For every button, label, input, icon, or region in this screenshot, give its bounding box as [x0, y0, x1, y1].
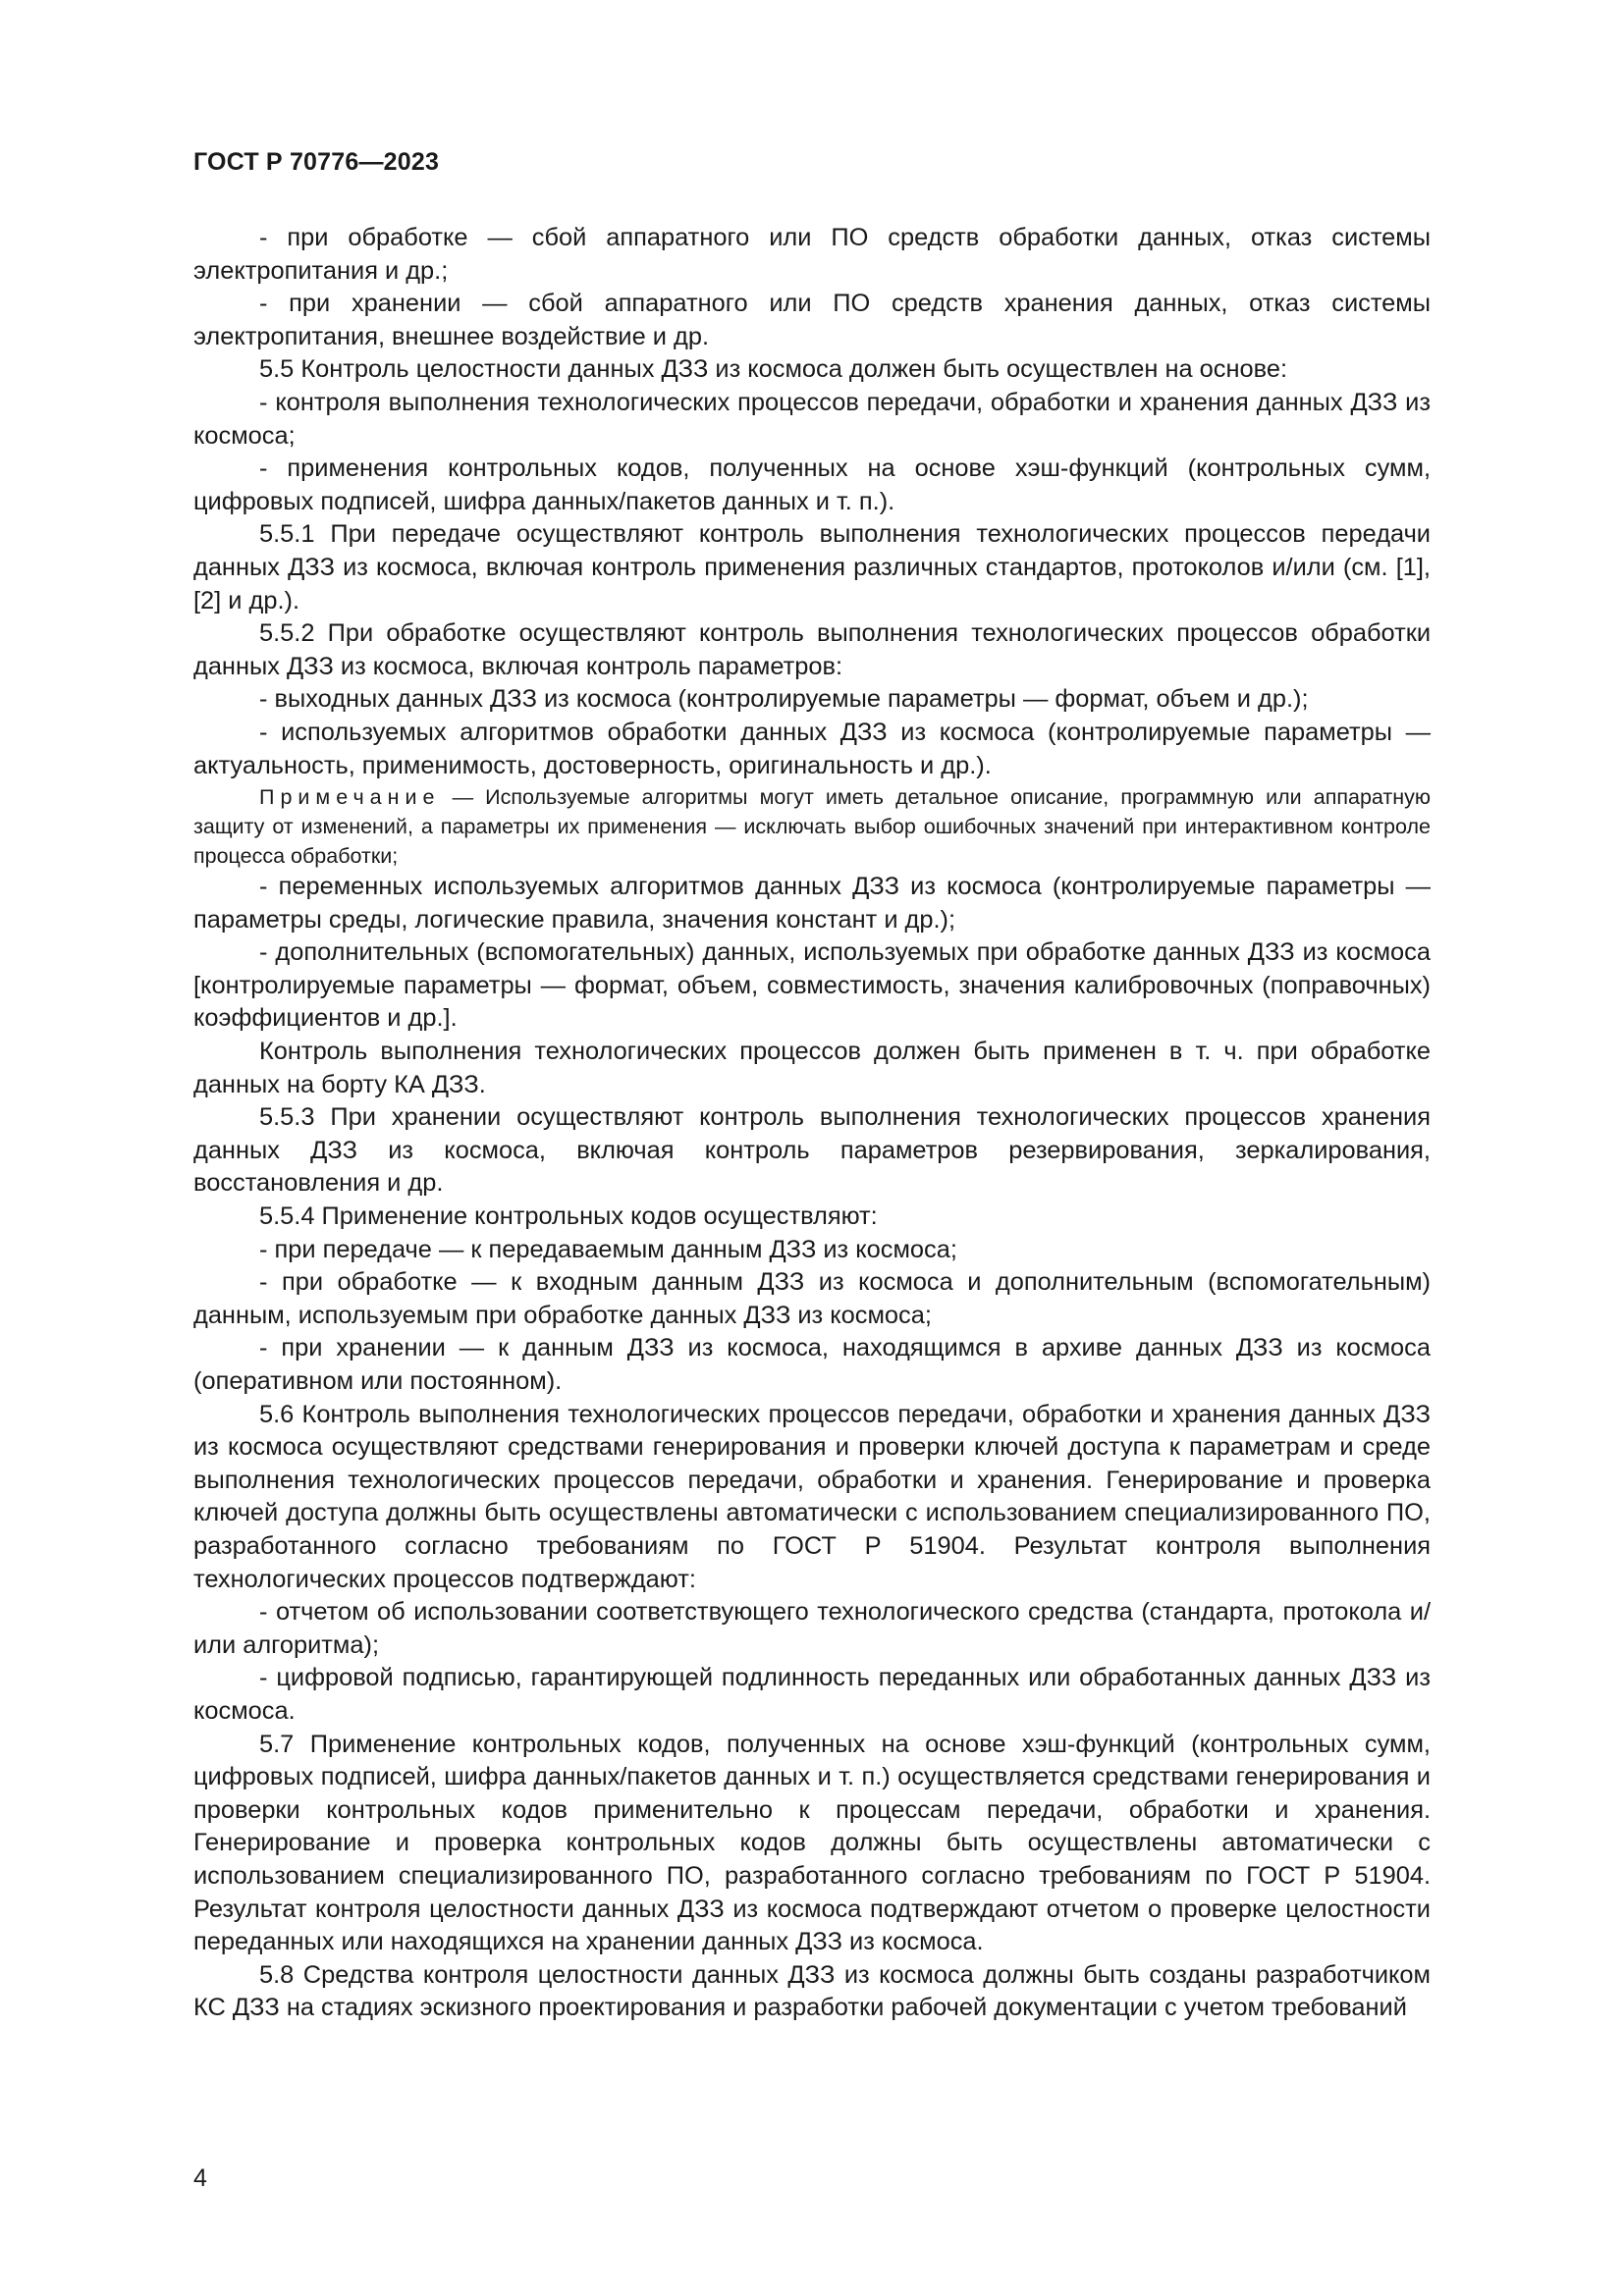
- paragraph: - отчетом об использовании соответствующего технологического средства (стандарта, протокола и/или алгоритма);: [193, 1598, 1431, 1659]
- paragraph: 5.5.4 Применение контрольных кодов осуществляют:: [259, 1202, 878, 1231]
- paragraph: 5.6 Контроль выполнения технологических процессов передачи, обработки и хранения данных ДЗЗ из космоса осуществляют средствами генерирования и проверки ключей доступа к параметрам и среде выполнения технологических процессов передачи, обработки и хранения. Генерирование и проверка ключей доступа должны быть осуществлены автоматически с использованием специализированного ПО, разработанного согласно требованиям по ГОСТ Р 51904. Результат контроля выполнения технологических процессов подтверждают:: [193, 1400, 1431, 1593]
- paragraph: 5.5 Контроль целостности данных ДЗЗ из космоса должен быть осуществлен на основе:: [259, 355, 1288, 384]
- page-number: 4: [193, 2164, 207, 2192]
- document-body: [193, 222, 1431, 2025]
- paragraph: - применения контрольных кодов, полученных на основе хэш-функций (контрольных сумм, цифровых подписей, шифра данных/пакетов данных и т. п.).: [193, 454, 1431, 515]
- paragraph: - контроля выполнения технологических процессов передачи, обработки и хранения данных ДЗЗ из космоса;: [193, 388, 1431, 450]
- paragraph: - при обработке — к входным данным ДЗЗ из космоса и дополнительным (вспомогательным) данным, используемым при обработке данных ДЗЗ из космоса;: [193, 1268, 1431, 1329]
- paragraph: 5.8 Средства контроля целостности данных ДЗЗ из космоса должны быть созданы разработчиком КС ДЗЗ на стадиях эскизного проектирования и разработки рабочей документации с учетом требований: [193, 1960, 1431, 2022]
- paragraph: - при передаче — к передаваемым данным ДЗЗ из космоса;: [259, 1235, 957, 1263]
- paragraph: - при хранении — к данным ДЗЗ из космоса, находящимся в архиве данных ДЗЗ из космоса (оперативном или постоянном).: [193, 1334, 1431, 1395]
- note: [193, 782, 1431, 871]
- paragraph: - дополнительных (вспомогательных) данных, используемых при обработке данных ДЗЗ из космоса [контролируемые параметры — формат, объем, совместимость, значения калибровочных (поправочных) коэффициентов и др.].: [193, 938, 1431, 1033]
- paragraph: Контроль выполнения технологических процессов должен быть применен в т. ч. при обработке данных на борту КА ДЗЗ.: [193, 1038, 1431, 1098]
- paragraph: 5.5.3 При хранении осуществляют контроль выполнения технологических процессов хранения данных ДЗЗ из космоса, включая контроль параметров резервирования, зеркалирования, восстановления и др.: [193, 1103, 1431, 1198]
- paragraph: - выходных данных ДЗЗ из космоса (контролируемые параметры — формат, объем и др.);: [259, 685, 1309, 714]
- document-header: ГОСТ Р 70776—2023: [193, 148, 440, 176]
- paragraph: - переменных используемых алгоритмов данных ДЗЗ из космоса (контролируемые параметры — параметры среды, логические правила, значения констант и др.);: [193, 873, 1431, 934]
- paragraph: - при хранении — сбой аппаратного или ПО средств хранения данных, отказ системы электропитания, внешнее воздействие и др.: [193, 290, 1431, 350]
- paragraph: 5.7 Применение контрольных кодов, полученных на основе хэш-функций (контрольных сумм, цифровых подписей, шифра данных/пакетов данных и т. п.) осуществляется средствами генерирования и проверки контрольных кодов применительно к процессам передачи, обработки и хранения. Генерирование и проверка контрольных кодов должны быть осуществлены автоматически с использованием специализированного ПО, разработанного согласно требованиям по ГОСТ Р 51904. Результат контроля целостности данных ДЗЗ из космоса подтверждают отчетом о проверке целостности переданных или находящихся на хранении данных ДЗЗ из космоса.: [193, 1730, 1431, 1956]
- note-label: Примечание: [259, 785, 441, 810]
- paragraph: - используемых алгоритмов обработки данных ДЗЗ из космоса (контролируемые параметры — актуальность, применимость, достоверность, оригинальность и др.).: [193, 718, 1431, 779]
- paragraph: 5.5.2 При обработке осуществляют контроль выполнения технологических процессов обработки данных ДЗЗ из космоса, включая контроль параметров:: [193, 619, 1431, 680]
- note-text: — Используемые алгоритмы могут иметь детальное описание, программную или аппаратную защиту от изменений, а параметры их применения — исключать выбор ошибочных значений при интерактивном контроле процесса обработки;: [193, 785, 1431, 869]
- paragraph: 5.5.1 При передаче осуществляют контроль выполнения технологических процессов передачи данных ДЗЗ из космоса, включая контроль применения различных стандартов, протоколов и/или (см. [1], [2] и др.).: [193, 520, 1431, 614]
- paragraph: - при обработке — сбой аппаратного или ПО средств обработки данных, отказ системы электропитания и др.;: [193, 224, 1431, 285]
- paragraph: - цифровой подписью, гарантирующей подлинность переданных или обработанных данных ДЗЗ из космоса.: [193, 1664, 1431, 1725]
